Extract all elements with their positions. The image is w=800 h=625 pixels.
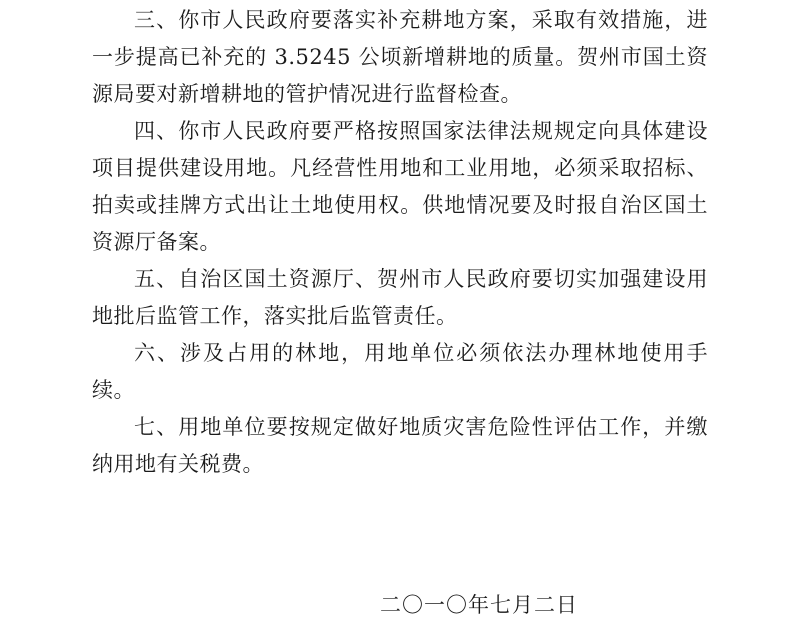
paragraph-item-6: 六、涉及占用的林地，用地单位必须依法办理林地使用手续。 [92, 341, 708, 402]
paragraph-item-7: 七、用地单位要按规定做好地质灾害危险性评估工作，并缴纳用地有关税费。 [92, 415, 708, 476]
document-body [92, 0, 708, 483]
document-date: 二〇一〇年七月二日 [380, 593, 578, 617]
paragraph-item-4: 四、你市人民政府要严格按照国家法律法规规定向具体建设项目提供建设用地。凡经营性用地和工业用地，必须采取招标、拍卖或挂牌方式出让土地使用权。供地情况要及时报自治区国土资源厅备案。 [92, 119, 708, 254]
paragraph-item-3: 三、你市人民政府要落实补充耕地方案，采取有效措施，进一步提高已补充的 3.5245 公顷新增耕地的质量。贺州市国土资源局要对新增耕地的管护情况进行监督检查。 [92, 8, 708, 106]
paragraph-item-5: 五、自治区国土资源厅、贺州市人民政府要切实加强建设用地批后监管工作，落实批后监管责任。 [92, 267, 708, 328]
